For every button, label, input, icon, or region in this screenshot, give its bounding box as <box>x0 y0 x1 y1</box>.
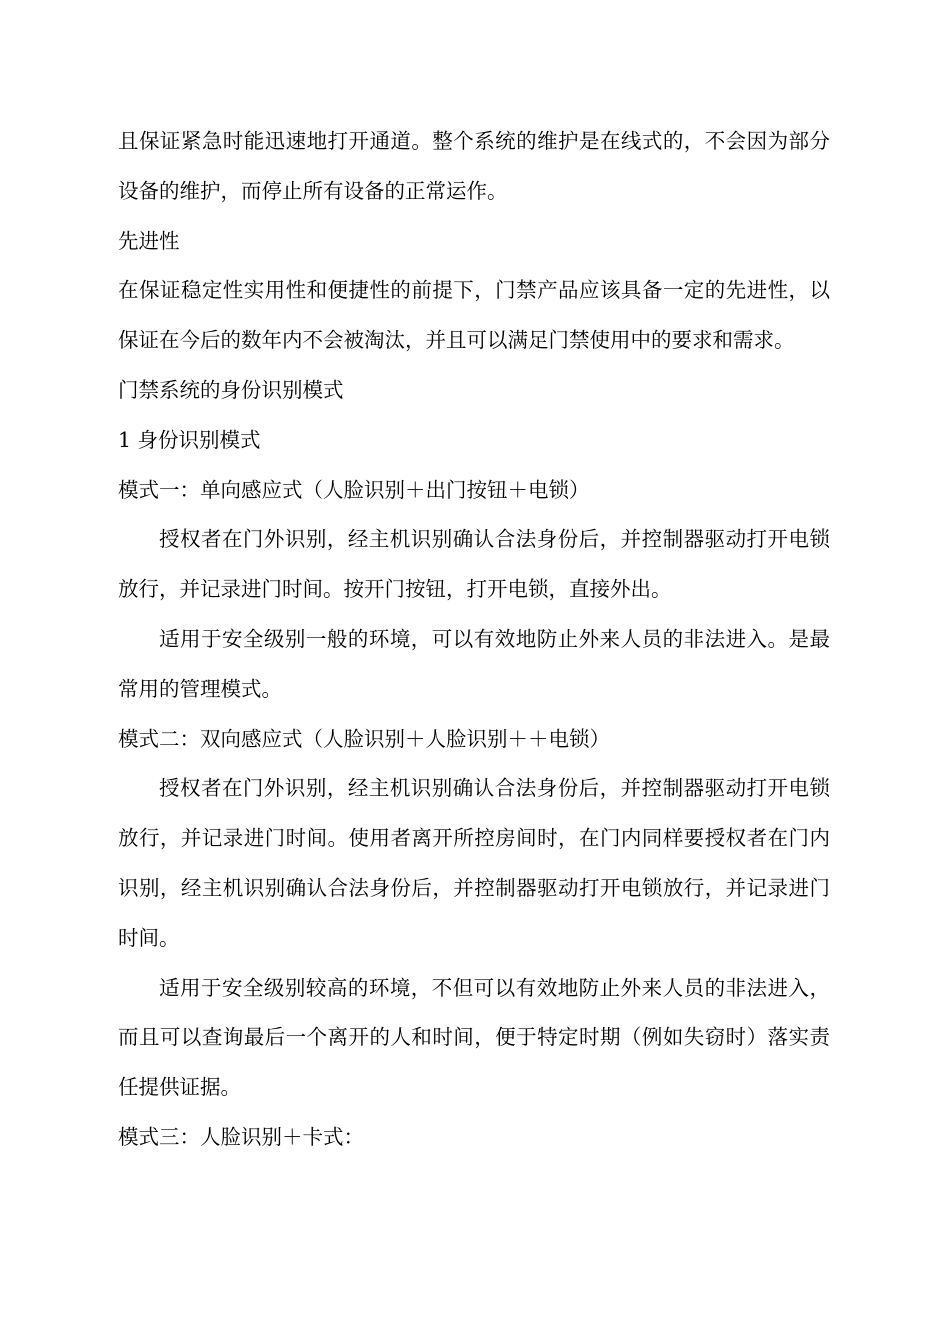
paragraph-continuation: 且保证紧急时能迅速地打开通道。整个系统的维护是在线式的，不会因为部分设备的维护，而停止所有设备的正常运作。 <box>118 129 830 203</box>
heading-mode-3: 模式三：人脸识别＋卡式： <box>118 1124 364 1149</box>
heading-section-1: 1 身份识别模式 <box>118 427 261 452</box>
paragraph-advancement: 在保证稳定性实用性和便捷性的前提下，门禁产品应该具备一定的先进性，以保证在今后的数年内不会被淘汰，并且可以满足门禁使用中的要求和需求。 <box>118 278 830 353</box>
heading-mode-2: 模式二：双向感应式（人脸识别＋人脸识别＋＋电锁） <box>118 726 610 751</box>
document-body <box>118 117 830 1163</box>
paragraph-mode-2-usage: 适用于安全级别较高的环境，不但可以有效地防止外来人员的非法进入，而且可以查询最后一个离开的人和时间，便于特定时期（例如失窃时）落实责任提供证据。 <box>118 975 830 1100</box>
heading-advancement: 先进性 <box>118 228 180 253</box>
paragraph-mode-1-description: 授权者在门外识别，经主机识别确认合法身份后，并控制器驱动打开电锁放行，并记录进门时间。按开门按钮，打开电锁，直接外出。 <box>118 527 830 602</box>
paragraph-mode-1-usage: 适用于安全级别一般的环境，可以有效地防止外来人员的非法进入。是最常用的管理模式。 <box>118 626 830 701</box>
heading-identification-modes: 门禁系统的身份识别模式 <box>118 377 344 402</box>
paragraph-mode-2-description: 授权者在门外识别，经主机识别确认合法身份后，并控制器驱动打开电锁放行，并记录进门时间。使用者离开所控房间时，在门内同样要授权者在门内识别，经主机识别确认合法身份后，并控制器驱动打开电锁放行，并记录进门时间。 <box>118 776 830 950</box>
heading-mode-1: 模式一：单向感应式（人脸识别＋出门按钮＋电锁） <box>118 477 590 502</box>
